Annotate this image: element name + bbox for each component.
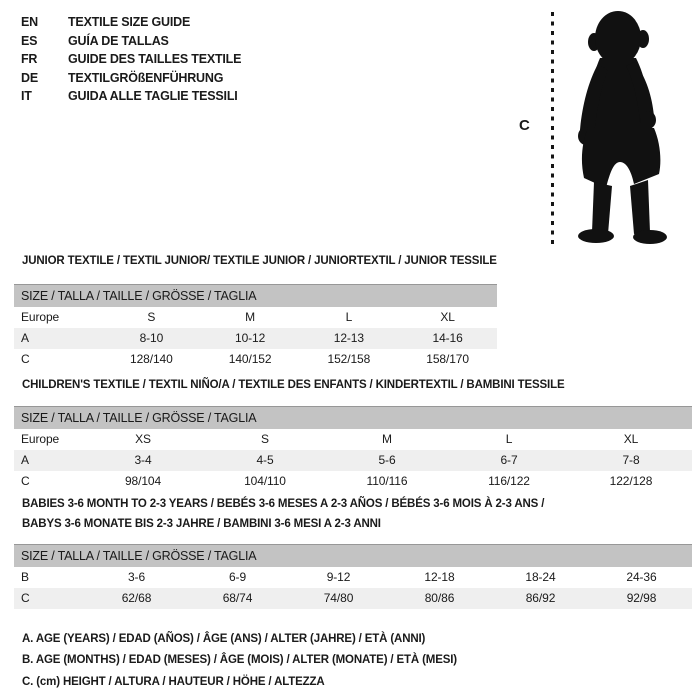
language-row [21,50,241,69]
table-cell: XL [623,432,639,446]
language-row [21,32,241,51]
table-cell: S [261,432,269,446]
table-cell: 8-10 [139,331,164,345]
section-heading-line: JUNIOR TEXTILE / TEXTIL JUNIOR/ TEXTILE JUNIOR / JUNIORTEXTIL / JUNIOR TESSILE [22,255,497,267]
footnote-line: B. AGE (MONTHS) / EDAD (MESES) / ÂGE (MOIS) / ALTER (MONATE) / ETÀ (MESI) [22,654,457,667]
row-label: Europe [21,310,60,324]
section-heading-line: BABYS 3-6 MONATE BIS 2-3 JAHRE / BAMBINI 3-6 MESI A 2-3 ANNI [22,517,381,530]
row-label: C [21,474,30,488]
table-cell: 140/152 [228,352,272,366]
table-cell: 80/86 [424,591,455,605]
table-cell: L [505,432,513,446]
baby-silhouette-icon [558,2,698,248]
footnote-line: C. (cm) HEIGHT / ALTURA / HAUTEUR / HÖHE / ALTEZZA [22,675,325,688]
table-cell: 24-36 [626,570,657,584]
table-cell: S [147,310,156,324]
size-table-children [14,406,692,492]
section-heading-line: BABIES 3-6 MONTH TO 2-3 YEARS / BEBÉS 3-6 MESES A 2-3 AÑOS / BÉBÉS 3-6 MOIS À 2-3 ANS / [22,498,545,510]
table-cell: 14-16 [432,331,463,345]
table-cell: M [245,310,256,324]
language-label: GUIDE DES TAILLES TEXTILE [68,52,242,67]
table-cell: 6-7 [500,453,518,467]
table-row [14,429,692,450]
language-code: DE [21,70,38,85]
section-heading-babies [22,495,544,534]
table-cell: 122/128 [609,474,653,488]
table-header-bar: SIZE / TALLA / TAILLE / GRÖSSE / TAGLIA [14,284,497,307]
table-cell: 116/122 [488,474,530,488]
section-heading-junior [22,252,497,272]
language-label: GUÍA DE TALLAS [68,33,169,48]
table-cell: M [382,432,392,446]
height-measure-label: C [519,117,530,134]
table-cell: 62/68 [121,591,152,605]
section-heading-line: CHILDREN'S TEXTILE / TEXTIL NIÑO/A / TEXTILE DES ENFANTS / KINDERTEXTIL / BAMBINI TESSILE [22,379,565,391]
language-row [21,87,241,106]
language-label: TEXTILGRÖßENFÜHRUNG [68,70,224,85]
table-cell: XL [440,310,455,324]
section-heading-children [22,376,565,396]
table-row [14,471,692,492]
table-cell: 68/74 [222,591,253,605]
language-row [21,69,241,88]
table-header-bar: SIZE / TALLA / TAILLE / GRÖSSE / TAGLIA [14,406,692,429]
table-row [14,307,497,328]
table-cell: 3-6 [127,570,146,584]
table-cell: L [345,310,353,324]
table-row [14,450,692,471]
language-code: EN [21,15,38,29]
height-measure-dashed-line [551,12,554,244]
table-cell: 158/170 [426,352,469,366]
row-label: Europe [21,432,60,446]
language-code: IT [21,89,32,104]
table-cell: 12-18 [424,570,455,584]
table-row [14,349,497,370]
table-cell: XS [135,432,151,446]
table-cell: 4-5 [256,453,274,467]
language-code: FR [21,52,38,67]
table-cell: 92/98 [626,591,657,605]
table-cell: 5-6 [378,453,396,467]
table-cell: 18-24 [525,570,556,584]
size-table-babies [14,544,692,609]
table-cell: 7-8 [622,453,640,467]
row-label: A [21,331,29,345]
size-table-junior [14,284,497,370]
table-cell: 3-4 [134,453,152,467]
table-cell: 110/116 [366,474,408,488]
footnote-line: A. AGE (YEARS) / EDAD (AÑOS) / ÂGE (ANS) / ALTER (JAHRE) / ETÀ (ANNI) [22,633,426,645]
table-header-bar: SIZE / TALLA / TAILLE / GRÖSSE / TAGLIA [14,544,692,567]
table-cell: 12-13 [333,331,364,345]
row-label: C [21,352,30,366]
table-row [14,567,692,588]
row-label: B [21,570,29,584]
row-label: A [21,453,29,467]
language-row [21,13,241,32]
language-code: ES [21,33,38,48]
footnotes [22,629,457,693]
language-label: GUIDA ALLE TAGLIE TESSILI [68,89,238,104]
table-cell: 9-12 [326,570,351,584]
table-cell: 10-12 [235,331,266,345]
row-label: C [21,591,30,605]
table-cell: 86/92 [525,591,556,605]
language-list [21,13,241,106]
table-row [14,588,692,609]
table-cell: 6-9 [228,570,247,584]
language-label: TEXTILE SIZE GUIDE [68,15,191,29]
table-row [14,328,497,349]
table-cell: 152/158 [327,352,371,366]
table-cell: 104/110 [244,474,286,488]
table-cell: 128/140 [130,352,173,366]
table-cell: 98/104 [124,474,162,488]
table-cell: 74/80 [323,591,354,605]
